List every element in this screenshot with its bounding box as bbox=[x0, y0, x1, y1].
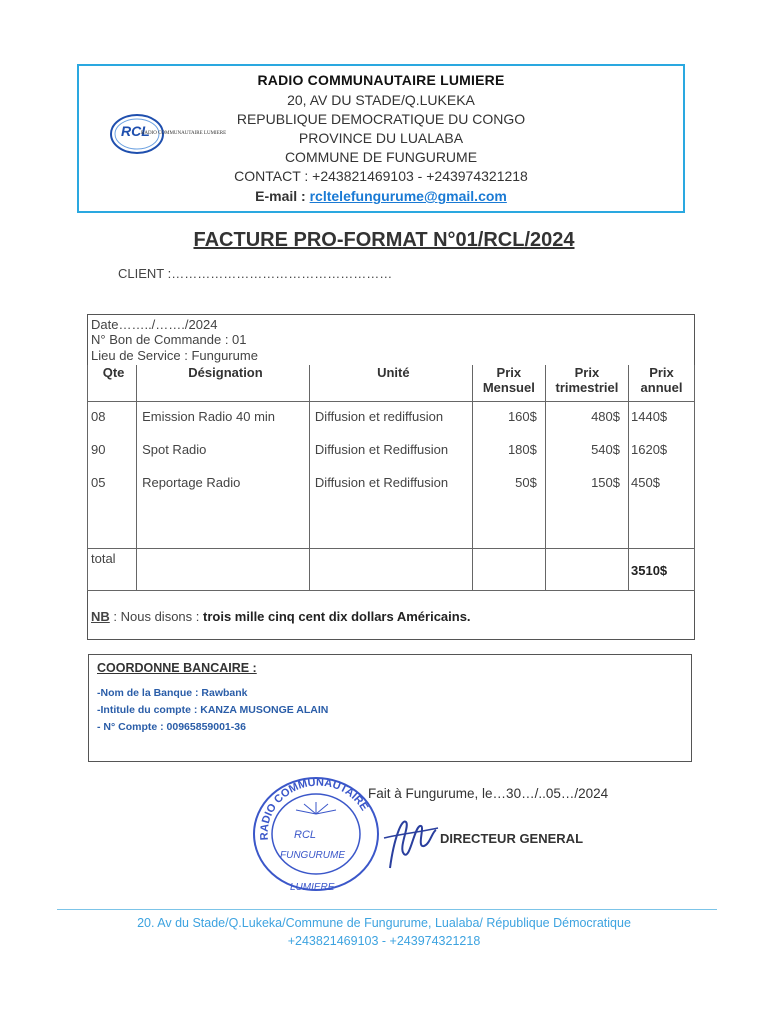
stamp-ring-text: RADIO COMMUNAUTAIRE bbox=[258, 776, 371, 841]
row-annual: 1620$ bbox=[629, 435, 695, 468]
row-unit: Diffusion et Rediffusion bbox=[309, 435, 472, 468]
stamp-base-text: LUMIERE bbox=[290, 882, 335, 893]
director-signature bbox=[380, 808, 440, 878]
amount-in-words: trois mille cinq cent dix dollars Américains. bbox=[203, 609, 471, 624]
invoice-title: FACTURE PRO-FORMAT N°01/RCL/2024 bbox=[193, 229, 575, 251]
table-total-row bbox=[88, 549, 695, 591]
email-label: E-mail : bbox=[255, 188, 310, 204]
org-name: RADIO COMMUNAUTAIRE LUMIERE bbox=[257, 72, 505, 88]
bank-account-number: - N° Compte : 00965859001-36 bbox=[97, 721, 246, 733]
table-empty-row bbox=[88, 501, 695, 549]
row-monthly: 160$ bbox=[472, 402, 545, 435]
row-unit: Diffusion et rediffusion bbox=[309, 402, 472, 435]
header-quarterly: Prix trimestriel bbox=[545, 365, 628, 402]
header-designation: Désignation bbox=[137, 365, 310, 402]
header-qty: Qte bbox=[88, 365, 137, 402]
client-line: CLIENT :…………………………………………… bbox=[118, 266, 393, 281]
row-annual: 450$ bbox=[629, 468, 695, 501]
org-email-line bbox=[79, 187, 683, 206]
row-qty: 05 bbox=[88, 468, 137, 501]
sun-icon bbox=[296, 802, 336, 814]
invoice-table bbox=[87, 365, 695, 591]
header-monthly: Prix Mensuel bbox=[472, 365, 545, 402]
row-qty: 08 bbox=[88, 402, 137, 435]
org-contact: CONTACT : +243821469103 - +243974321218 bbox=[234, 168, 528, 184]
table-row bbox=[88, 468, 695, 501]
logo-text: RCL bbox=[121, 123, 150, 139]
footer-divider bbox=[57, 909, 717, 910]
rcl-logo bbox=[107, 112, 227, 156]
total-label: total bbox=[88, 549, 137, 591]
signatory-title: DIRECTEUR GENERAL bbox=[440, 831, 584, 846]
nb-label: NB bbox=[91, 609, 110, 624]
row-monthly: 180$ bbox=[472, 435, 545, 468]
org-address: 20, AV DU STADE/Q.LUKEKA bbox=[287, 92, 475, 108]
service-location: Lieu de Service : Fungurume bbox=[91, 348, 258, 363]
stamp-center-top: RCL bbox=[294, 829, 317, 841]
email-link[interactable]: rcltelefungurume@gmail.com bbox=[309, 188, 507, 204]
org-commune: COMMUNE DE FUNGURUME bbox=[284, 149, 478, 165]
invoice-box bbox=[87, 314, 695, 640]
footer-address: 20. Av du Stade/Q.Lukeka/Commune de Fungurume, Lualaba/ République Démocratique bbox=[137, 916, 631, 930]
logo-subtext: RADIO COMMUNAUTAIRE LUMIERE bbox=[141, 131, 227, 136]
official-stamp bbox=[246, 768, 386, 900]
org-country: REPUBLIQUE DEMOCRATIQUE DU CONGO bbox=[236, 111, 526, 127]
row-quarterly: 540$ bbox=[545, 435, 628, 468]
row-quarterly: 480$ bbox=[545, 402, 628, 435]
row-designation: Spot Radio bbox=[137, 435, 310, 468]
row-qty: 90 bbox=[88, 435, 137, 468]
table-header-row bbox=[88, 365, 695, 402]
nb-prefix: : Nous disons : bbox=[109, 609, 203, 624]
bank-title: COORDONNE BANCAIRE : bbox=[97, 661, 257, 675]
stamp-center-bottom: FUNGURUME bbox=[280, 850, 345, 861]
table-row bbox=[88, 435, 695, 468]
org-province: PROVINCE DU LUALABA bbox=[298, 130, 464, 146]
row-annual: 1440$ bbox=[629, 402, 695, 435]
footer-phones: +243821469103 - +243974321218 bbox=[287, 934, 481, 948]
row-designation: Emission Radio 40 min bbox=[137, 402, 310, 435]
row-quarterly: 150$ bbox=[545, 468, 628, 501]
total-value: 3510$ bbox=[631, 563, 668, 578]
bank-account-holder: -Intitule du compte : KANZA MUSONGE ALAIN bbox=[97, 704, 329, 716]
place-and-date: Fait à Fungurume, le…30…/..05…/2024 bbox=[368, 786, 609, 801]
invoice-date: Date……../……./2024 bbox=[91, 317, 218, 332]
row-unit: Diffusion et Rediffusion bbox=[309, 468, 472, 501]
bank-details-box bbox=[88, 654, 692, 762]
letterhead-box bbox=[77, 64, 685, 213]
nb-note bbox=[91, 609, 471, 624]
row-monthly: 50$ bbox=[472, 468, 545, 501]
header-annual: Prix annuel bbox=[629, 365, 695, 402]
order-number: N° Bon de Commande : 01 bbox=[91, 332, 247, 347]
bank-name: -Nom de la Banque : Rawbank bbox=[97, 687, 248, 699]
table-row bbox=[88, 402, 695, 435]
header-unit: Unité bbox=[309, 365, 472, 402]
row-designation: Reportage Radio bbox=[137, 468, 310, 501]
